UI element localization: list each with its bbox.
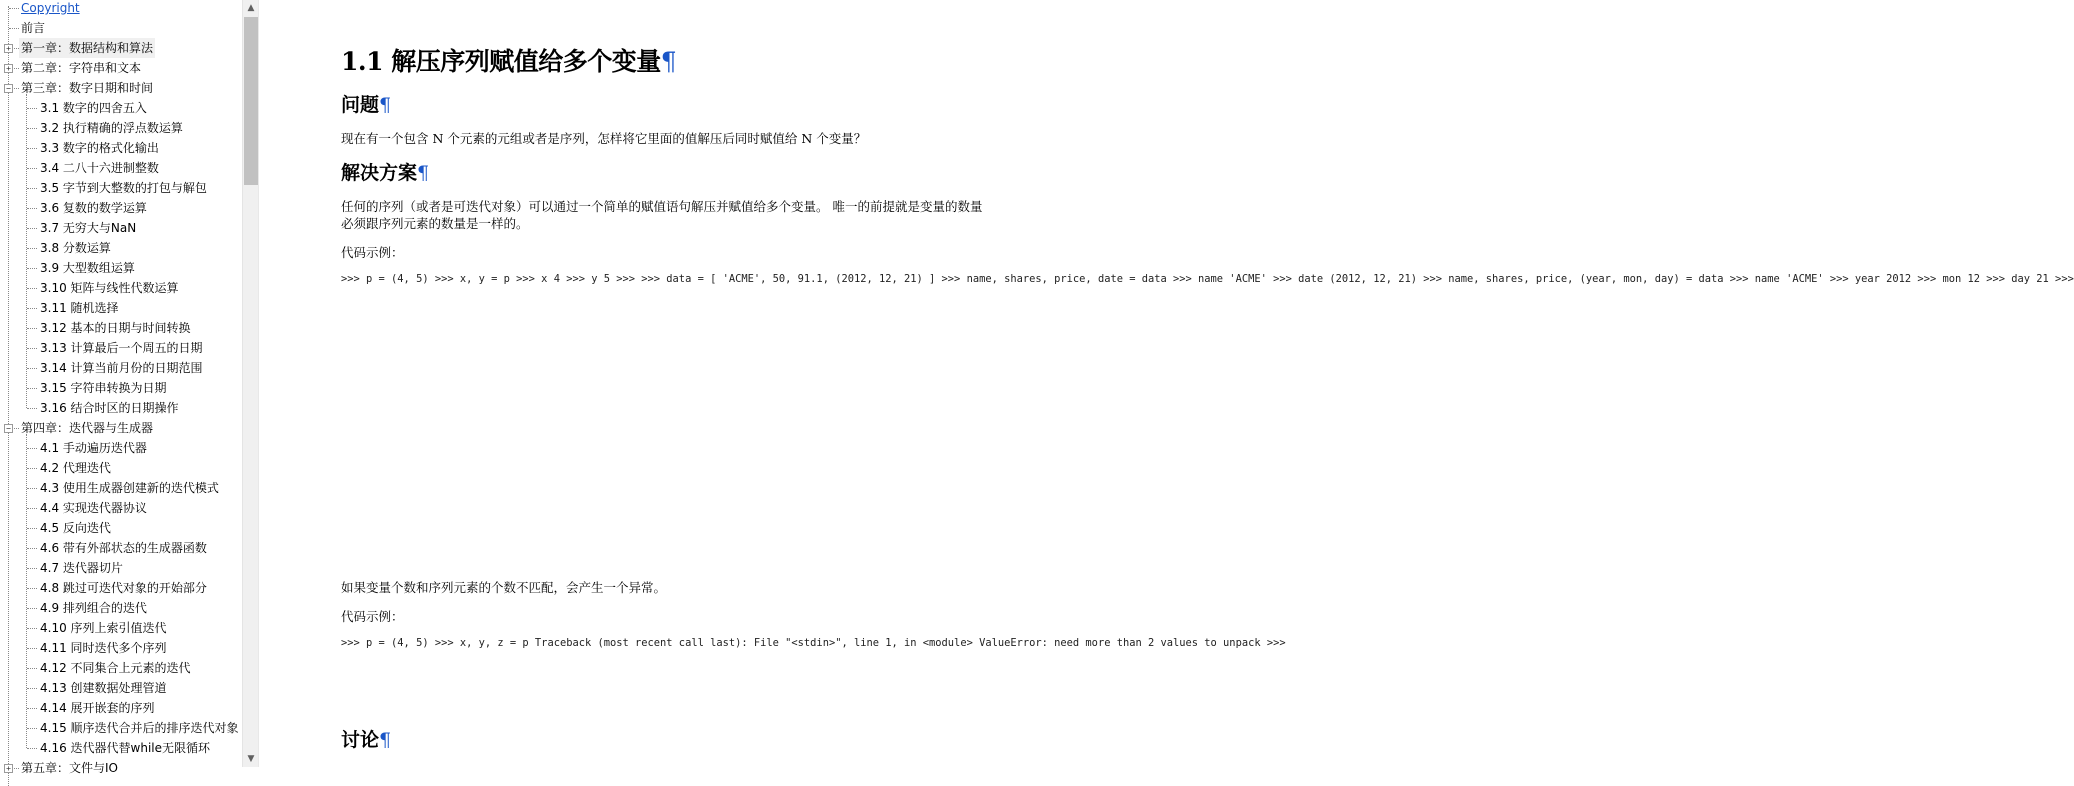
- toc-item-label: 3.10 矩阵与线性代数运算: [40, 281, 179, 295]
- toc-section-item[interactable]: [0, 298, 242, 318]
- toc-item-label: 4.2 代理迭代: [40, 461, 111, 475]
- toc-item-label: 3.16 结合时区的日期操作: [40, 401, 179, 415]
- tree-connector-line: [27, 208, 37, 209]
- solution-paragraph-line-1: 任何的序列（或者是可迭代对象）可以通过一个简单的赋值语句解压并赋值给多个变量。 唯一的前提就是变量的数量: [341, 199, 983, 214]
- tree-connector-line: [27, 628, 37, 629]
- scroll-up-arrow-icon[interactable]: ▲: [247, 3, 255, 13]
- toc-section-item[interactable]: [0, 638, 242, 658]
- toc-item-label: 3.3 数字的格式化输出: [40, 141, 159, 155]
- code-block: >>> p = (4, 5) >>> x, y = p >>> x 4 >>> y 5 >>> >>> data = [ 'ACME', 50, 91.1, (2012, 12, 21) ] >>> name, shares, price, date = data >>> name 'ACME' >>> date (2012, 12, 21) >>> name, shares, price, (year, mon, day) = data >>> name 'ACME' >>> year 2012 >>> mon 12 >>> day 21 >>>: [341, 273, 2074, 285]
- tree-connector-line: [27, 588, 37, 589]
- tree-connector-line: [27, 108, 37, 109]
- toc-section-item[interactable]: [0, 118, 242, 138]
- toc-section-item[interactable]: [0, 138, 242, 158]
- toc-chapter-item[interactable]: [0, 758, 242, 778]
- tree-connector-line: [27, 368, 37, 369]
- section-heading-problem: 问题¶: [341, 94, 392, 116]
- tree-connector-line: [27, 528, 37, 529]
- toc-item-label: 4.13 创建数据处理管道: [40, 681, 167, 695]
- tree-connector-line: [27, 748, 37, 749]
- solution-paragraph-line-2: 必须跟序列元素的数量是一样的。: [341, 216, 529, 231]
- toc-item-label: 3.8 分数运算: [40, 241, 111, 255]
- tree-connector-line: [9, 28, 19, 29]
- pilcrow-link[interactable]: ¶: [417, 162, 430, 184]
- tree-connector-line: [27, 688, 37, 689]
- tree-connector-line: [27, 448, 37, 449]
- toc-section-item[interactable]: [0, 458, 242, 478]
- toc-chapter-item[interactable]: [0, 0, 242, 18]
- toc-section-item[interactable]: [0, 578, 242, 598]
- tree-connector-line: [27, 128, 37, 129]
- toc-chapter-item[interactable]: [0, 78, 242, 98]
- code-example-label: 代码示例：: [341, 245, 404, 260]
- tree-connector-line: [27, 468, 37, 469]
- toc-section-item[interactable]: [0, 338, 242, 358]
- toc-section-item[interactable]: [0, 518, 242, 538]
- toc-item-label: 4.9 排列组合的迭代: [40, 601, 147, 615]
- toc-item-label: 3.15 字符串转换为日期: [40, 381, 167, 395]
- scroll-down-arrow-icon[interactable]: ▼: [247, 754, 255, 764]
- toc-item-label: 4.11 同时迭代多个序列: [40, 641, 167, 655]
- toc-item-label: 4.6 带有外部状态的生成器函数: [40, 541, 207, 555]
- toc-item-label: 3.13 计算最后一个周五的日期: [40, 341, 203, 355]
- expand-plus-icon[interactable]: +: [4, 764, 13, 773]
- toc-section-item[interactable]: [0, 598, 242, 618]
- toc-chapter-item[interactable]: [0, 58, 242, 78]
- toc-section-item[interactable]: [0, 618, 242, 638]
- toc-item-label: 第四章：迭代器与生成器: [21, 421, 154, 435]
- document-content: [258, 0, 2074, 767]
- pilcrow-link[interactable]: ¶: [660, 47, 677, 76]
- section-heading-solution: 解决方案¶: [341, 162, 430, 184]
- toc-item-label: 前言: [21, 21, 46, 35]
- tree-connector-line: [27, 388, 37, 389]
- toc-section-item[interactable]: [0, 398, 242, 418]
- toc-chapter-item[interactable]: [0, 38, 242, 58]
- tree-connector-line: [27, 148, 37, 149]
- toc-section-item[interactable]: [0, 98, 242, 118]
- toc-item-label: 3.14 计算当前月份的日期范围: [40, 361, 203, 375]
- tree-connector-line: [27, 508, 37, 509]
- toc-section-item[interactable]: [0, 498, 242, 518]
- toc-section-item[interactable]: [0, 178, 242, 198]
- toc-item-label: 4.1 手动遍历迭代器: [40, 441, 147, 455]
- toc-section-item[interactable]: [0, 218, 242, 238]
- toc-section-item[interactable]: [0, 738, 242, 758]
- code-example-label: 代码示例：: [341, 609, 404, 624]
- toc-section-item[interactable]: [0, 478, 242, 498]
- toc-item-label: 第一章：数据结构和算法: [19, 38, 155, 58]
- tree-connector-line: [27, 408, 37, 409]
- toc-item-label: 4.12 不同集合上元素的迭代: [40, 661, 191, 675]
- toc-item-label: 3.9 大型数组运算: [40, 261, 135, 275]
- tree-connector-line: [27, 608, 37, 609]
- toc-item-label: 4.5 反向迭代: [40, 521, 111, 535]
- pilcrow-link[interactable]: ¶: [379, 94, 392, 116]
- expand-plus-icon[interactable]: +: [4, 64, 13, 73]
- toc-item-label: 4.7 迭代器切片: [40, 561, 123, 575]
- tree-connector-line: [27, 348, 37, 349]
- scroll-thumb[interactable]: [244, 17, 258, 185]
- tree-connector-line: [27, 548, 37, 549]
- toc-item-label: 3.7 无穷大与NaN: [40, 221, 137, 235]
- toc-section-item[interactable]: [0, 358, 242, 378]
- tree-connector-line: [27, 708, 37, 709]
- toc-section-item[interactable]: [0, 158, 242, 178]
- tree-connector-line: [27, 308, 37, 309]
- toc-section-item[interactable]: [0, 238, 242, 258]
- tree-connector-line: [27, 328, 37, 329]
- toc-section-item[interactable]: [0, 278, 242, 298]
- toc-chapter-item[interactable]: [0, 18, 242, 38]
- tree-connector-line: [27, 188, 37, 189]
- toc-section-item[interactable]: [0, 558, 242, 578]
- toc-item-label: 4.3 使用生成器创建新的迭代模式: [40, 481, 219, 495]
- tree-connector-line: [27, 668, 37, 669]
- tree-connector-line: [27, 228, 37, 229]
- toc-item-label: 3.6 复数的数学运算: [40, 201, 147, 215]
- tree-connector-line: [27, 648, 37, 649]
- toc-item-label: 第二章：字符串和文本: [21, 61, 142, 75]
- toc-section-item[interactable]: [0, 718, 242, 738]
- tree-connector-line: [27, 288, 37, 289]
- toc-chapter-item[interactable]: [0, 418, 242, 438]
- tree-connector-line: [27, 728, 37, 729]
- toc-item-label: 第三章：数字日期和时间: [21, 81, 154, 95]
- toc-section-item[interactable]: [0, 658, 242, 678]
- toc-item-label: 3.1 数字的四舍五入: [40, 101, 147, 115]
- toc-section-item[interactable]: [0, 318, 242, 338]
- collapse-minus-icon[interactable]: −: [4, 84, 13, 93]
- page-title: 1.1 解压序列赋值给多个变量¶: [341, 47, 677, 76]
- toc-item-label: 4.10 序列上索引值迭代: [40, 621, 167, 635]
- toc-item-label: 第五章：文件与IO: [21, 761, 118, 775]
- toc-item-label: 4.16 迭代器代替while无限循环: [40, 741, 211, 755]
- collapse-minus-icon[interactable]: −: [4, 424, 13, 433]
- pilcrow-link[interactable]: ¶: [379, 729, 392, 751]
- toc-item-label: 4.8 跳过可迭代对象的开始部分: [40, 581, 207, 595]
- tree-connector-line: [27, 488, 37, 489]
- toc-item-label: 3.2 执行精确的浮点数运算: [40, 121, 183, 135]
- toc-section-item[interactable]: [0, 378, 242, 398]
- toc-item-label: 3.11 随机选择: [40, 301, 119, 315]
- toc-section-item[interactable]: [0, 678, 242, 698]
- toc-section-item[interactable]: [0, 538, 242, 558]
- toc-item-label: 4.4 实现迭代器协议: [40, 501, 147, 515]
- expand-plus-icon[interactable]: +: [4, 44, 13, 53]
- problem-paragraph: 现在有一个包含 N 个元素的元组或者是序列，怎样将它里面的值解压后同时赋值给 N 个变量？: [341, 131, 867, 146]
- toc-item-label: 4.14 展开嵌套的序列: [40, 701, 155, 715]
- toc-item-label[interactable]: Copyright: [21, 1, 80, 15]
- tree-connector-line: [27, 168, 37, 169]
- toc-item-label: 4.15 顺序迭代合并后的排序迭代对象: [40, 721, 239, 735]
- toc-section-item[interactable]: [0, 198, 242, 218]
- mismatch-paragraph: 如果变量个数和序列元素的个数不匹配，会产生一个异常。: [341, 580, 667, 595]
- toc-item-label: 3.12 基本的日期与时间转换: [40, 321, 191, 335]
- toc-section-item[interactable]: [0, 258, 242, 278]
- code-block: >>> p = (4, 5) >>> x, y, z = p Traceback (most recent call last): File "<stdin>", line 1, in <module> ValueError: need more than 2 values to unpack >>>: [341, 637, 1286, 649]
- toc-sidebar: [0, 0, 258, 775]
- tree-connector-line: [27, 568, 37, 569]
- tree-connector-line: [27, 248, 37, 249]
- tree-connector-line: [27, 268, 37, 269]
- section-heading-discussion: 讨论¶: [341, 729, 392, 751]
- tree-connector-line: [9, 8, 19, 9]
- toc-section-item[interactable]: [0, 438, 242, 458]
- toc-item-label: 3.5 字节到大整数的打包与解包: [40, 181, 207, 195]
- toc-item-label: 3.4 二八十六进制整数: [40, 161, 159, 175]
- toc-scrollbar[interactable]: [242, 0, 259, 767]
- toc-section-item[interactable]: [0, 698, 242, 718]
